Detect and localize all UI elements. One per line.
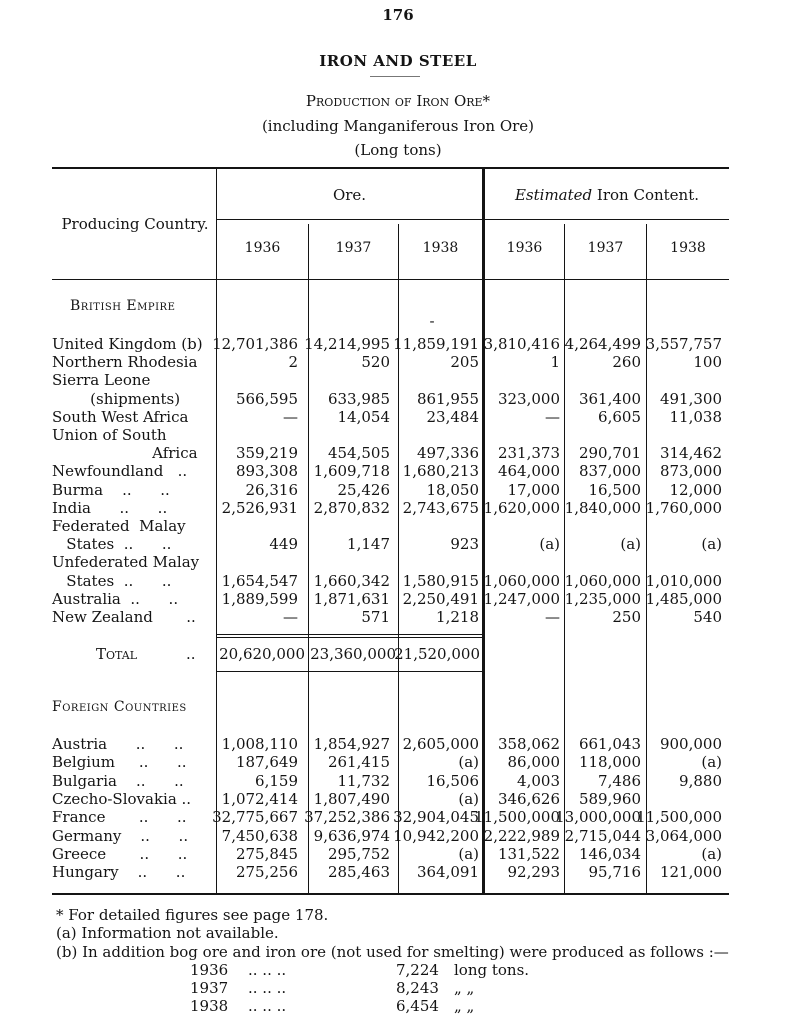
foreign-value-cell: 95,716 xyxy=(588,863,641,882)
foreign-value-cell: 2,222,989 xyxy=(483,826,560,845)
foreign-value-cell: 6,159 xyxy=(255,771,298,790)
foreign-value-cell: 4,003 xyxy=(517,771,560,790)
col-divider xyxy=(646,224,647,893)
estimated-iron-content-header xyxy=(485,186,729,204)
bog-ore-year: 1937 xyxy=(190,979,229,997)
british-value-cell: — xyxy=(283,608,298,626)
section-heading: IRON AND STEEL xyxy=(319,52,477,70)
table-bottom-rule xyxy=(52,893,729,895)
producing-country-header: Producing Country. xyxy=(61,215,209,233)
foreign-value-cell: 1,807,490 xyxy=(313,789,390,808)
british-value-cell: 314,462 xyxy=(659,444,722,463)
foreign-value-cell: 900,000 xyxy=(659,735,722,753)
table-units: (Long tons) xyxy=(354,141,442,159)
foreign-value-cell: 7,486 xyxy=(598,771,641,790)
total-value: 23,360,000 xyxy=(310,645,396,663)
year-header: 1937 xyxy=(335,240,372,256)
british-row-label: South West Africa xyxy=(52,407,189,426)
british-value-cell: (a) xyxy=(539,535,560,554)
table-top-rule xyxy=(52,167,729,169)
british-value-cell: 1,760,000 xyxy=(645,498,722,517)
british-row-label: Unfederated Malay xyxy=(52,553,200,572)
foreign-value-cell: (a) xyxy=(458,789,479,808)
british-value-cell: 861,955 xyxy=(416,389,479,408)
british-value-cell: 1,609,718 xyxy=(313,462,390,481)
bog-ore-unit: long tons. xyxy=(454,961,530,979)
foreign-value-cell: 9,636,974 xyxy=(313,826,390,845)
british-value-cell: 1,871,631 xyxy=(313,589,390,608)
bog-ore-value: 7,224 xyxy=(396,961,439,979)
total-value: 20,620,000 xyxy=(219,645,305,663)
foreign-value-cell: 86,000 xyxy=(507,753,560,772)
british-value-cell: — xyxy=(545,608,560,626)
british-value-cell: 1 xyxy=(550,353,560,372)
foreign-value-cell: 2,605,000 xyxy=(402,735,479,753)
foreign-value-cell: 121,000 xyxy=(659,863,722,882)
british-value-cell: 1,010,000 xyxy=(645,571,722,590)
foreign-value-cell: 295,752 xyxy=(327,844,390,863)
british-value-cell: 1,620,000 xyxy=(483,498,560,517)
british-empire-label: British Empire xyxy=(70,298,176,314)
bog-ore-value: 8,243 xyxy=(396,979,439,997)
british-value-cell: 2,870,832 xyxy=(313,498,390,517)
foreign-row-label: Belgium .. .. xyxy=(52,753,187,772)
total-bottom-rule xyxy=(217,671,482,672)
british-value-cell: 18,050 xyxy=(426,480,479,499)
heading-underline xyxy=(370,76,420,77)
foreign-value-cell: 92,293 xyxy=(507,863,560,882)
foreign-value-cell: (a) xyxy=(701,844,722,863)
british-value-cell: 12,701,386 xyxy=(212,335,298,353)
foreign-value-cell: 10,942,200 xyxy=(393,826,479,845)
year-header: 1936 xyxy=(244,240,281,256)
foreign-value-cell: 32,775,667 xyxy=(212,808,298,827)
british-value-cell: 14,054 xyxy=(337,407,390,426)
foreign-row-label: France .. .. xyxy=(52,808,187,827)
british-value-cell: 23,484 xyxy=(426,407,479,426)
table-subtitle: (including Manganiferous Iron Ore) xyxy=(261,117,535,135)
british-value-cell: 17,000 xyxy=(507,480,560,499)
foreign-row-label: Greece .. .. xyxy=(52,844,188,863)
footnote-star: * For detailed figures see page 178. xyxy=(56,906,329,924)
estimated-word: Estimated xyxy=(514,186,593,204)
british-value-cell: 1,485,000 xyxy=(645,589,722,608)
british-row-label: Union of South xyxy=(52,426,167,444)
year-header: 1938 xyxy=(422,240,459,256)
foreign-value-cell: (a) xyxy=(458,753,479,772)
foreign-value-cell: (a) xyxy=(458,844,479,863)
british-row-label: Africa xyxy=(52,444,198,463)
british-value-cell: 290,701 xyxy=(578,444,641,463)
foreign-value-cell: 1,854,927 xyxy=(313,735,390,753)
foreign-row-label: Austria .. .. xyxy=(52,735,184,753)
british-value-cell: 633,985 xyxy=(327,389,390,408)
british-value-cell: 361,400 xyxy=(578,389,641,408)
foreign-value-cell: 11,500,000 xyxy=(636,808,722,827)
foreign-value-cell: 11,500,000 xyxy=(474,808,560,827)
british-row-label: Sierra Leone xyxy=(52,371,151,390)
foreign-value-cell: 37,252,386 xyxy=(304,808,390,827)
bog-ore-year: 1936 xyxy=(190,961,229,979)
british-value-cell: 837,000 xyxy=(578,462,641,481)
british-value-cell: 3,810,416 xyxy=(483,335,560,353)
british-value-cell: 1,580,915 xyxy=(402,571,479,590)
bog-ore-dots: .. .. .. xyxy=(248,979,287,997)
foreign-value-cell: 275,256 xyxy=(235,863,298,882)
foreign-value-cell: 9,880 xyxy=(679,771,722,790)
british-value-cell: 359,219 xyxy=(235,444,298,463)
british-row-label: States .. .. xyxy=(52,571,172,590)
british-value-cell: 231,373 xyxy=(497,444,560,463)
british-value-cell: 449 xyxy=(269,535,298,554)
british-value-cell: (a) xyxy=(701,535,722,554)
bog-ore-value: 6,454 xyxy=(396,997,439,1015)
british-value-cell: 2,526,931 xyxy=(221,498,298,517)
british-value-cell: 566,595 xyxy=(235,389,298,408)
bog-ore-unit: „ „ xyxy=(454,997,475,1015)
british-value-cell: 1,218 xyxy=(436,608,479,626)
british-value-cell: 893,308 xyxy=(235,462,298,481)
foreign-value-cell: 187,649 xyxy=(235,753,298,772)
british-value-cell: 16,500 xyxy=(588,480,641,499)
ore-header: Ore. xyxy=(332,186,367,204)
total-value: 21,520,000 xyxy=(394,645,480,663)
british-value-cell: 260 xyxy=(612,353,641,372)
footnote-a: (a) Information not available. xyxy=(56,924,279,942)
page-number: 176 xyxy=(382,6,414,24)
british-row-label: Australia .. .. xyxy=(52,589,179,608)
foreign-value-cell: 32,904,045 xyxy=(393,808,479,827)
foreign-value-cell: 11,732 xyxy=(337,771,390,790)
foreign-value-cell: 661,043 xyxy=(578,735,641,753)
foreign-value-cell: 275,845 xyxy=(235,844,298,863)
header-mid-rule xyxy=(217,219,729,220)
foreign-row-label: Hungary .. .. xyxy=(52,863,186,882)
dash-mark: - xyxy=(429,312,435,330)
foreign-value-cell: 3,064,000 xyxy=(645,826,722,845)
total-top-rule xyxy=(217,634,482,635)
foreign-value-cell: (a) xyxy=(701,753,722,772)
foreign-value-cell: 118,000 xyxy=(578,753,641,772)
foreign-value-cell: 364,091 xyxy=(416,863,479,882)
total-dots: .. xyxy=(186,645,196,663)
foreign-value-cell: 7,450,638 xyxy=(221,826,298,845)
british-value-cell: 1,060,000 xyxy=(483,571,560,590)
table-title: Production of Iron Ore* xyxy=(305,92,491,110)
foreign-countries-label: Foreign Countries xyxy=(52,699,187,715)
foreign-value-cell: 13,000,000 xyxy=(555,808,641,827)
foreign-value-cell: 131,522 xyxy=(497,844,560,863)
year-header: 1936 xyxy=(506,240,543,256)
british-value-cell: 1,840,000 xyxy=(564,498,641,517)
british-value-cell: 873,000 xyxy=(659,462,722,481)
british-value-cell: 1,654,547 xyxy=(221,571,298,590)
header-bottom-rule xyxy=(52,279,729,280)
british-value-cell: 464,000 xyxy=(497,462,560,481)
british-value-cell: 25,426 xyxy=(337,480,390,499)
british-row-label: States .. .. xyxy=(52,535,172,554)
foreign-value-cell: 261,415 xyxy=(327,753,390,772)
year-header: 1937 xyxy=(587,240,624,256)
foreign-value-cell: 146,034 xyxy=(578,844,641,863)
british-value-cell: 497,336 xyxy=(416,444,479,463)
foreign-value-cell: 16,506 xyxy=(426,771,479,790)
british-value-cell: 1,060,000 xyxy=(564,571,641,590)
foreign-value-cell: 346,626 xyxy=(497,789,560,808)
british-value-cell: 3,557,757 xyxy=(645,335,722,353)
british-value-cell: 923 xyxy=(450,535,479,554)
british-value-cell: 250 xyxy=(612,608,641,626)
british-row-label: United Kingdom (b) xyxy=(52,335,203,353)
british-value-cell: (a) xyxy=(620,535,641,554)
iron-content-word: Iron Content. xyxy=(592,186,699,204)
year-header: 1938 xyxy=(670,240,706,256)
british-row-label: Federated Malay xyxy=(52,517,186,535)
british-value-cell: 12,000 xyxy=(669,480,722,499)
british-row-label: India .. .. xyxy=(52,498,168,517)
british-value-cell: 2,250,491 xyxy=(402,589,479,608)
british-value-cell: 14,214,995 xyxy=(304,335,390,353)
british-value-cell: 491,300 xyxy=(659,389,722,408)
british-value-cell: 6,605 xyxy=(598,407,641,426)
bog-ore-year: 1938 xyxy=(190,997,229,1015)
bog-ore-dots: .. .. .. xyxy=(248,961,287,979)
british-row-label: (shipments) xyxy=(52,389,181,408)
british-value-cell: 100 xyxy=(693,353,722,372)
british-value-cell: — xyxy=(545,407,560,426)
british-value-cell: 26,316 xyxy=(245,480,298,499)
british-row-label: Newfoundland .. xyxy=(52,462,188,481)
foreign-value-cell: 285,463 xyxy=(327,863,390,882)
foreign-row-label: Czecho-Slovakia .. xyxy=(52,789,192,808)
footnote-b: (b) In addition bog ore and iron ore (not used for smelting) were produced as follows :— xyxy=(56,943,729,961)
british-value-cell: 1,147 xyxy=(347,535,390,554)
british-value-cell: 2 xyxy=(288,353,298,372)
foreign-value-cell: 1,072,414 xyxy=(221,789,298,808)
foreign-value-cell: 2,715,044 xyxy=(564,826,641,845)
british-value-cell: 571 xyxy=(361,608,390,626)
foreign-value-cell: 1,008,110 xyxy=(221,735,298,753)
british-value-cell: 205 xyxy=(450,353,479,372)
foreign-value-cell: 589,960 xyxy=(578,789,641,808)
british-value-cell: 540 xyxy=(693,608,722,626)
british-value-cell: 1,247,000 xyxy=(483,589,560,608)
bog-ore-unit: „ „ xyxy=(454,979,475,997)
total-top-rule-2 xyxy=(217,637,482,638)
foreign-value-cell: 358,062 xyxy=(497,735,560,753)
british-value-cell: 11,859,191 xyxy=(393,335,479,353)
british-value-cell: 1,680,213 xyxy=(402,462,479,481)
british-value-cell: 323,000 xyxy=(497,389,560,408)
british-value-cell: 454,505 xyxy=(327,444,390,463)
british-row-label: New Zealand .. xyxy=(52,608,196,626)
british-value-cell: 1,660,342 xyxy=(313,571,390,590)
british-value-cell: 1,235,000 xyxy=(564,589,641,608)
british-value-cell: — xyxy=(283,407,298,426)
british-value-cell: 11,038 xyxy=(669,407,722,426)
british-row-label: Burma .. .. xyxy=(52,480,170,499)
bog-ore-dots: .. .. .. xyxy=(248,997,287,1015)
british-value-cell: 2,743,675 xyxy=(402,498,479,517)
british-value-cell: 4,264,499 xyxy=(564,335,641,353)
british-value-cell: 1,889,599 xyxy=(221,589,298,608)
british-value-cell: 520 xyxy=(361,353,390,372)
total-label: Total xyxy=(96,645,138,663)
foreign-row-label: Bulgaria .. .. xyxy=(52,771,184,790)
british-row-label: Northern Rhodesia xyxy=(52,353,198,372)
foreign-row-label: Germany .. .. xyxy=(52,826,189,845)
